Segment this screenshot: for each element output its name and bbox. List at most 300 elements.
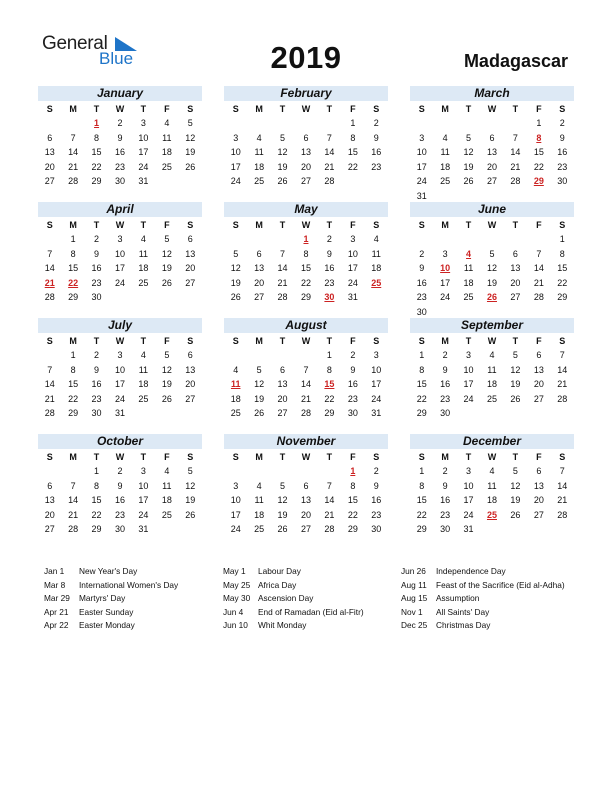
day-cell: 11 <box>254 147 264 158</box>
day-cell: 17 <box>138 147 149 158</box>
holiday-row <box>223 606 364 620</box>
holiday-date: May 30 <box>223 593 251 603</box>
day-cell: 17 <box>230 161 241 172</box>
day-cell: 17 <box>463 379 474 390</box>
weekday-label: T <box>279 336 286 346</box>
day-cell: 14 <box>68 147 79 158</box>
day-cell: 14 <box>324 147 335 158</box>
day-cell: 22 <box>416 509 427 520</box>
weekday-label: M <box>69 452 77 462</box>
day-cell: 5 <box>187 118 193 128</box>
day-cell: 29 <box>416 408 427 419</box>
day-cell: 27 <box>185 393 196 404</box>
day-cell: 14 <box>324 495 335 506</box>
day-cell: 22 <box>416 393 427 404</box>
day-cell: 9 <box>326 248 332 259</box>
holiday-column <box>401 565 565 633</box>
day-cell: 27 <box>254 292 265 303</box>
day-empty <box>224 464 247 479</box>
day-cell: 5 <box>512 350 518 360</box>
holiday-name: Labour Day <box>258 566 301 576</box>
day-cell: 18 <box>254 161 265 172</box>
day-empty <box>504 116 527 131</box>
day-cell: 14 <box>44 379 55 390</box>
day-cell: 11 <box>440 147 450 158</box>
day-cell: 3 <box>442 248 448 259</box>
weekday-label: T <box>93 336 100 346</box>
day-cell: 8 <box>350 480 356 491</box>
weekday-label: T <box>465 452 472 462</box>
day-cell: 21 <box>300 393 311 404</box>
holiday-date: Jun 4 <box>223 606 244 617</box>
logo-text-general: General <box>42 33 108 54</box>
day-cell: 18 <box>230 393 241 404</box>
holiday-row <box>223 579 364 593</box>
day-cell: 23 <box>114 509 125 520</box>
day-cell: 11 <box>371 248 381 259</box>
weekday-label: M <box>69 336 77 346</box>
day-cell: 15 <box>416 379 427 390</box>
day-cell: 15 <box>68 379 79 390</box>
day-cell: 12 <box>185 132 196 143</box>
holiday-date: Jan 1 <box>44 566 65 576</box>
day-cell: 19 <box>185 147 196 158</box>
day-cell: 17 <box>371 379 382 390</box>
day-cell: 24 <box>138 161 149 172</box>
logo-text-blue: Blue <box>99 49 134 68</box>
day-cell: 5 <box>280 480 286 491</box>
day-cell: 16 <box>114 495 125 506</box>
day-grid <box>38 116 202 189</box>
day-cell: 25 <box>254 524 265 535</box>
day-cell: 16 <box>114 147 125 158</box>
day-cell: 9 <box>117 132 123 143</box>
day-cell: 19 <box>277 161 288 172</box>
day-cell: 13 <box>486 147 497 158</box>
day-cell: 17 <box>416 161 427 172</box>
weekday-label: S <box>373 220 380 230</box>
holiday-row <box>401 579 565 593</box>
day-cell: 20 <box>44 161 55 172</box>
day-cell: 20 <box>510 277 521 288</box>
day-empty <box>294 116 317 131</box>
day-cell: 20 <box>185 263 196 274</box>
day-cell: 11 <box>487 480 497 491</box>
day-empty <box>61 464 84 479</box>
weekday-label: T <box>140 220 147 230</box>
day-cell: 8 <box>326 364 332 375</box>
holiday-row <box>223 619 364 633</box>
weekday-label: F <box>164 104 170 114</box>
holiday-row <box>44 606 178 620</box>
holiday-date: Aug 15 <box>401 593 428 603</box>
day-cell: 14 <box>557 480 568 491</box>
holiday-column <box>44 565 178 633</box>
day-cell: 5 <box>164 350 170 360</box>
day-cell: 8 <box>70 364 76 375</box>
month-march <box>410 86 574 204</box>
weekday-label: W <box>115 336 125 346</box>
day-cell: 15 <box>91 495 102 506</box>
month-title: February <box>224 86 388 101</box>
day-empty <box>504 232 527 247</box>
day-empty <box>247 348 270 363</box>
weekday-label: T <box>93 452 100 462</box>
day-cell-holiday: 1 <box>303 234 309 244</box>
day-cell: 3 <box>466 350 472 360</box>
day-cell: 3 <box>350 234 356 244</box>
day-empty <box>271 464 294 479</box>
day-cell: 10 <box>138 480 149 491</box>
day-cell: 26 <box>463 176 474 187</box>
day-cell: 9 <box>442 480 448 491</box>
day-cell: 13 <box>185 364 196 375</box>
weekday-label: S <box>373 104 380 114</box>
weekday-header <box>224 450 388 464</box>
day-cell: 29 <box>347 524 358 535</box>
weekday-label: M <box>69 220 77 230</box>
day-cell: 4 <box>164 466 170 476</box>
day-cell: 24 <box>347 277 358 288</box>
day-cell: 3 <box>373 350 379 360</box>
day-cell: 31 <box>138 524 149 535</box>
day-cell: 25 <box>161 509 172 520</box>
day-cell: 14 <box>300 379 311 390</box>
day-cell: 16 <box>371 495 382 506</box>
day-cell: 15 <box>300 263 311 274</box>
weekday-label: S <box>373 336 380 346</box>
weekday-label: S <box>418 452 425 462</box>
day-cell: 20 <box>277 393 288 404</box>
day-cell: 29 <box>416 524 427 535</box>
day-cell-holiday: 29 <box>533 176 544 187</box>
day-cell: 21 <box>44 393 55 404</box>
month-title: September <box>410 318 574 333</box>
month-may <box>224 202 388 305</box>
day-cell: 7 <box>47 248 53 259</box>
day-cell: 19 <box>161 379 172 390</box>
day-grid <box>410 116 574 204</box>
weekday-label: W <box>487 336 497 346</box>
day-cell: 29 <box>68 292 79 303</box>
day-cell: 24 <box>230 524 241 535</box>
day-cell: 22 <box>68 393 79 404</box>
day-cell: 6 <box>512 248 518 259</box>
day-grid <box>224 348 388 421</box>
weekday-label: W <box>115 220 125 230</box>
month-title: December <box>410 434 574 449</box>
day-cell: 16 <box>416 277 427 288</box>
day-cell: 11 <box>138 248 149 259</box>
day-cell: 19 <box>510 379 521 390</box>
day-cell: 27 <box>300 524 311 535</box>
day-cell: 7 <box>536 248 542 259</box>
weekday-label: T <box>465 104 472 114</box>
day-cell: 16 <box>91 263 102 274</box>
day-cell: 29 <box>557 292 568 303</box>
day-cell: 8 <box>419 480 425 491</box>
weekday-label: S <box>559 220 566 230</box>
day-cell: 8 <box>303 248 309 259</box>
weekday-label: M <box>255 336 263 346</box>
weekday-label: F <box>164 220 170 230</box>
day-cell: 30 <box>440 524 451 535</box>
day-cell: 24 <box>463 509 474 520</box>
day-cell: 22 <box>347 509 358 520</box>
day-cell: 16 <box>324 263 335 274</box>
day-cell: 17 <box>138 495 149 506</box>
day-cell: 11 <box>162 132 172 143</box>
day-cell: 1 <box>94 466 100 476</box>
day-cell: 9 <box>559 132 565 143</box>
day-cell: 26 <box>254 408 265 419</box>
weekday-header <box>38 450 202 464</box>
day-cell: 26 <box>510 393 521 404</box>
day-cell: 28 <box>44 408 55 419</box>
day-empty <box>38 232 61 247</box>
weekday-label: T <box>465 220 472 230</box>
day-cell-holiday: 21 <box>44 277 55 288</box>
day-cell: 2 <box>559 118 565 128</box>
holiday-name: Independence Day <box>436 566 506 576</box>
day-cell: 30 <box>371 524 382 535</box>
day-cell: 17 <box>230 509 241 520</box>
day-cell: 12 <box>185 480 196 491</box>
day-empty <box>271 232 294 247</box>
weekday-label: T <box>326 104 333 114</box>
day-cell: 3 <box>140 118 146 128</box>
day-empty <box>457 232 480 247</box>
day-cell: 2 <box>442 350 448 360</box>
weekday-label: S <box>187 104 194 114</box>
day-cell: 27 <box>533 393 544 404</box>
weekday-label: T <box>512 336 519 346</box>
day-empty <box>224 116 247 131</box>
day-empty <box>294 348 317 363</box>
weekday-label: M <box>441 220 449 230</box>
day-cell: 5 <box>256 364 262 375</box>
day-cell: 28 <box>557 393 568 404</box>
day-cell: 30 <box>91 292 102 303</box>
day-cell: 20 <box>300 161 311 172</box>
weekday-header <box>410 334 574 348</box>
month-july <box>38 318 202 421</box>
day-cell: 1 <box>70 234 76 244</box>
day-cell: 4 <box>373 234 379 244</box>
day-cell: 10 <box>114 364 125 375</box>
day-cell: 23 <box>440 509 451 520</box>
day-cell: 6 <box>187 350 193 360</box>
day-cell: 18 <box>161 495 172 506</box>
day-cell: 4 <box>140 234 146 244</box>
day-cell: 4 <box>164 118 170 128</box>
day-cell: 21 <box>68 161 79 172</box>
day-cell: 15 <box>68 263 79 274</box>
day-cell: 10 <box>230 495 241 506</box>
day-cell: 16 <box>440 495 451 506</box>
holiday-date: Mar 8 <box>44 579 66 590</box>
weekday-label: S <box>559 104 566 114</box>
weekday-label: W <box>487 104 497 114</box>
day-cell: 13 <box>533 480 544 491</box>
day-cell: 30 <box>557 176 568 187</box>
holiday-name: Feast of the Sacrifice (Eid al-Adha) <box>436 579 565 590</box>
day-cell: 28 <box>277 292 288 303</box>
day-cell: 28 <box>533 292 544 303</box>
holiday-name: Martyrs' Day <box>79 593 126 603</box>
holiday-row <box>44 579 178 593</box>
day-empty <box>247 116 270 131</box>
day-cell: 13 <box>510 263 521 274</box>
day-empty <box>247 232 270 247</box>
day-cell: 16 <box>440 379 451 390</box>
day-cell: 4 <box>256 480 262 491</box>
weekday-label: S <box>46 220 53 230</box>
day-cell: 12 <box>277 495 288 506</box>
day-cell: 5 <box>280 132 286 143</box>
day-cell: 2 <box>117 466 123 476</box>
day-cell: 1 <box>350 118 356 128</box>
day-cell: 9 <box>94 364 100 375</box>
day-grid <box>224 116 388 189</box>
day-cell: 19 <box>254 393 265 404</box>
day-cell: 22 <box>91 509 102 520</box>
weekday-header <box>410 218 574 232</box>
day-cell: 20 <box>533 495 544 506</box>
weekday-label: M <box>255 104 263 114</box>
weekday-label: W <box>301 452 311 462</box>
weekday-label: M <box>441 452 449 462</box>
day-empty <box>480 116 503 131</box>
day-cell: 8 <box>350 132 356 143</box>
day-cell: 19 <box>185 495 196 506</box>
day-cell: 24 <box>440 292 451 303</box>
weekday-label: T <box>279 220 286 230</box>
day-cell: 3 <box>140 466 146 476</box>
day-empty <box>410 116 433 131</box>
holiday-name: Whit Monday <box>258 620 307 630</box>
day-empty <box>38 464 61 479</box>
country-name: Madagascar <box>463 51 568 71</box>
day-cell: 4 <box>489 350 495 360</box>
holiday-date: May 1 <box>223 566 246 576</box>
day-cell: 12 <box>161 364 172 375</box>
day-cell: 23 <box>416 292 427 303</box>
day-cell: 29 <box>68 408 79 419</box>
day-cell: 19 <box>510 495 521 506</box>
day-cell-holiday: 4 <box>466 248 472 259</box>
day-cell: 9 <box>373 132 379 143</box>
weekday-label: T <box>465 336 472 346</box>
day-cell: 23 <box>324 277 335 288</box>
holiday-date: Dec 25 <box>401 620 428 630</box>
day-cell: 18 <box>486 379 497 390</box>
weekday-header <box>410 102 574 116</box>
day-cell: 26 <box>161 393 172 404</box>
month-november <box>224 434 388 537</box>
day-empty <box>224 348 247 363</box>
day-cell: 25 <box>254 176 265 187</box>
day-cell: 24 <box>463 393 474 404</box>
day-cell-holiday: 25 <box>486 509 497 520</box>
day-cell: 9 <box>373 480 379 491</box>
day-cell: 13 <box>300 495 311 506</box>
day-cell: 30 <box>416 306 427 317</box>
weekday-label: F <box>350 336 356 346</box>
day-cell: 22 <box>347 161 358 172</box>
day-cell: 5 <box>187 466 193 476</box>
day-empty <box>433 116 456 131</box>
day-cell: 6 <box>303 132 309 143</box>
day-cell: 11 <box>487 364 497 375</box>
day-cell: 30 <box>114 524 125 535</box>
weekday-label: S <box>232 336 239 346</box>
weekday-label: T <box>512 220 519 230</box>
day-cell: 11 <box>138 364 149 375</box>
weekday-label: W <box>115 452 125 462</box>
day-cell: 4 <box>140 350 146 360</box>
day-cell: 22 <box>533 161 544 172</box>
day-cell: 13 <box>44 495 55 506</box>
weekday-label: T <box>93 220 100 230</box>
day-cell: 18 <box>161 147 172 158</box>
day-cell: 29 <box>91 176 102 187</box>
weekday-label: M <box>441 336 449 346</box>
holiday-name: Assumption <box>436 593 480 603</box>
weekday-label: T <box>512 452 519 462</box>
day-empty <box>38 116 61 131</box>
day-cell: 14 <box>44 263 55 274</box>
holiday-row <box>44 592 178 606</box>
day-cell: 8 <box>559 248 565 259</box>
day-cell: 26 <box>185 509 196 520</box>
month-april <box>38 202 202 305</box>
day-cell: 31 <box>114 408 125 419</box>
day-cell: 29 <box>91 524 102 535</box>
weekday-label: S <box>373 452 380 462</box>
day-cell: 17 <box>347 263 358 274</box>
day-cell: 12 <box>277 147 288 158</box>
weekday-label: F <box>350 452 356 462</box>
weekday-label: F <box>536 452 542 462</box>
month-title: June <box>410 202 574 217</box>
day-cell: 13 <box>300 147 311 158</box>
weekday-label: W <box>487 452 497 462</box>
holiday-name: International Women's Day <box>79 579 179 590</box>
day-cell: 9 <box>117 480 123 491</box>
day-cell: 19 <box>486 277 497 288</box>
day-grid <box>38 232 202 305</box>
day-cell: 2 <box>350 350 356 360</box>
day-cell: 7 <box>559 350 565 360</box>
day-cell: 2 <box>326 234 332 244</box>
day-cell: 11 <box>254 495 264 506</box>
weekday-label: F <box>536 104 542 114</box>
holiday-row <box>401 606 565 620</box>
day-empty <box>271 348 294 363</box>
day-empty <box>318 464 341 479</box>
weekday-label: M <box>69 104 77 114</box>
day-cell: 3 <box>419 132 425 143</box>
day-cell: 26 <box>185 161 196 172</box>
day-grid <box>224 232 388 305</box>
day-cell: 23 <box>91 277 102 288</box>
day-cell: 13 <box>185 248 196 259</box>
day-cell: 31 <box>371 408 382 419</box>
day-cell: 16 <box>91 379 102 390</box>
day-cell: 6 <box>47 480 53 491</box>
day-cell: 29 <box>324 408 335 419</box>
